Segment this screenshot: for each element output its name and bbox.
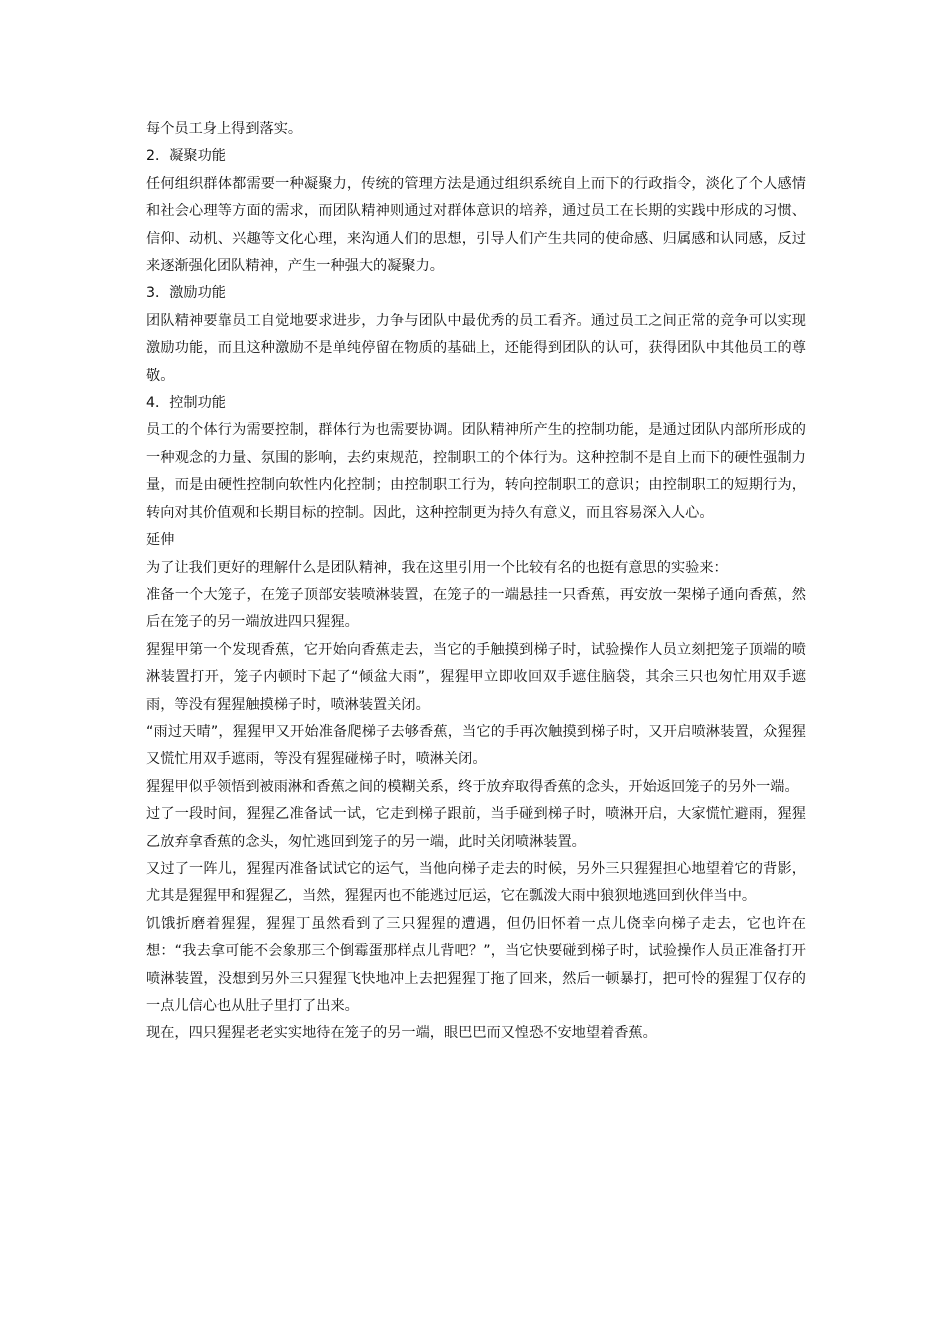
section-heading-extension: 延伸 <box>146 532 175 549</box>
paragraph-ape-c: 又过了一阵儿，猩猩丙准备试试它的运气，当他向梯子走去的时候，另外三只猩猩担心地望着它的背影，尤其是猩猩甲和猩猩乙，当然，猩猩丙也不能逃过厄运，它在瓢泼大雨中狼狈地逃回到伙伴当中。 <box>146 860 806 905</box>
paragraph-setup: 准备一个大笼子，在笼子顶部安装喷淋装置，在笼子的一端悬挂一只香蕉，再安放一架梯子通向香蕉，然后在笼子的另一端放进四只猩猩。 <box>146 586 806 631</box>
paragraph-control: 员工的个体行为需要控制，群体行为也需要协调。团队精神所产生的控制功能，是通过团队内部所形成的一种观念的力量、氛围的影响，去约束规范，控制职工的个体行为。这种控制不是自上而下的硬性强制力量，而是由硬性控制向软性内化控制；由控制职工行为，转向控制职工的意识；由控制职工的短期行为，转向对其价值观和长期目标的控制。因此，这种控制更为持久有意义，而且容易深入人心。 <box>146 422 806 521</box>
paragraph-conclusion: 现在，四只猩猩老老实实地待在笼子的另一端，眼巴巴而又惶恐不安地望着香蕉。 <box>146 1025 657 1042</box>
section-heading-control: 4．控制功能 <box>146 395 226 412</box>
paragraph-cohesion: 任何组织群体都需要一种凝聚力，传统的管理方法是通过组织系统自上而下的行政指令，淡化了个人感情和社会心理等方面的需求，而团队精神则通过对群体意识的培养，通过员工在长期的实践中形成的习惯、信仰、动机、兴趣等文化心理，来沟通人们的思想，引导人们产生共同的使命感、归属感和认同感，反过来逐渐强化团队精神，产生一种强大的凝聚力。 <box>146 175 806 275</box>
paragraph-ape-b: 过了一段时间，猩猩乙准备试一试，它走到梯子跟前，当手碰到梯子时，喷淋开启，大家慌忙避雨，猩猩乙放弃拿香蕉的念头，匆忙逃回到笼子的另一端，此时关闭喷淋装置。 <box>146 806 806 850</box>
paragraph-motivation: 团队精神要靠员工自觉地要求进步，力争与团队中最优秀的员工看齐。通过员工之间正常的竞争可以实现激励功能，而且这种激励不是单纯停留在物质的基础上，还能得到团队的认可，获得团队中其他员工的尊敬。 <box>146 312 806 384</box>
paragraph-rain-stops: “雨过天晴”，猩猩甲又开始准备爬梯子去够香蕉，当它的手再次触摸到梯子时，又开启喷淋装置，众猩猩又慌忙用双手遮雨，等没有猩猩碰梯子时，喷淋关闭。 <box>146 723 806 768</box>
paragraph-continuation: 每个员工身上得到落实。 <box>146 121 303 137</box>
document-page <box>146 116 806 1048</box>
section-heading-cohesion: 2．凝聚功能 <box>146 148 226 165</box>
paragraph-ape-a-gives-up: 猩猩甲似乎领悟到被雨淋和香蕉之间的模糊关系，终于放弃取得香蕉的念头，开始返回笼子的另外一端。 <box>146 778 799 795</box>
paragraph-intro: 为了让我们更好的理解什么是团队精神，我在这里引用一个比较有名的也挺有意思的实验来： <box>146 559 728 576</box>
paragraph-ape-a: 猩猩甲第一个发现香蕉，它开始向香蕉走去，当它的手触摸到梯子时，试验操作人员立刻把笼子顶端的喷淋装置打开，笼子内顿时下起了“倾盆大雨”，猩猩甲立即收回双手遮住脑袋，其余三只也匆忙用双手遮雨，等没有猩猩触摸梯子时，喷淋装置关闭。 <box>146 641 806 713</box>
paragraph-ape-d: 饥饿折磨着猩猩，猩猩丁虽然看到了三只猩猩的遭遇，但仍旧怀着一点儿侥幸向梯子走去，它也许在想：“我去拿可能不会象那三个倒霉蛋那样点儿背吧？”，当它快要碰到梯子时，试验操作人员正准备打开喷淋装置，没想到另外三只猩猩飞快地冲上去把猩猩丁拖了回来，然后一顿暴打，把可怜的猩猩丁仅存的一点儿信心也从肚子里打了出来。 <box>146 915 806 1014</box>
section-heading-motivation: 3．激励功能 <box>146 285 226 302</box>
